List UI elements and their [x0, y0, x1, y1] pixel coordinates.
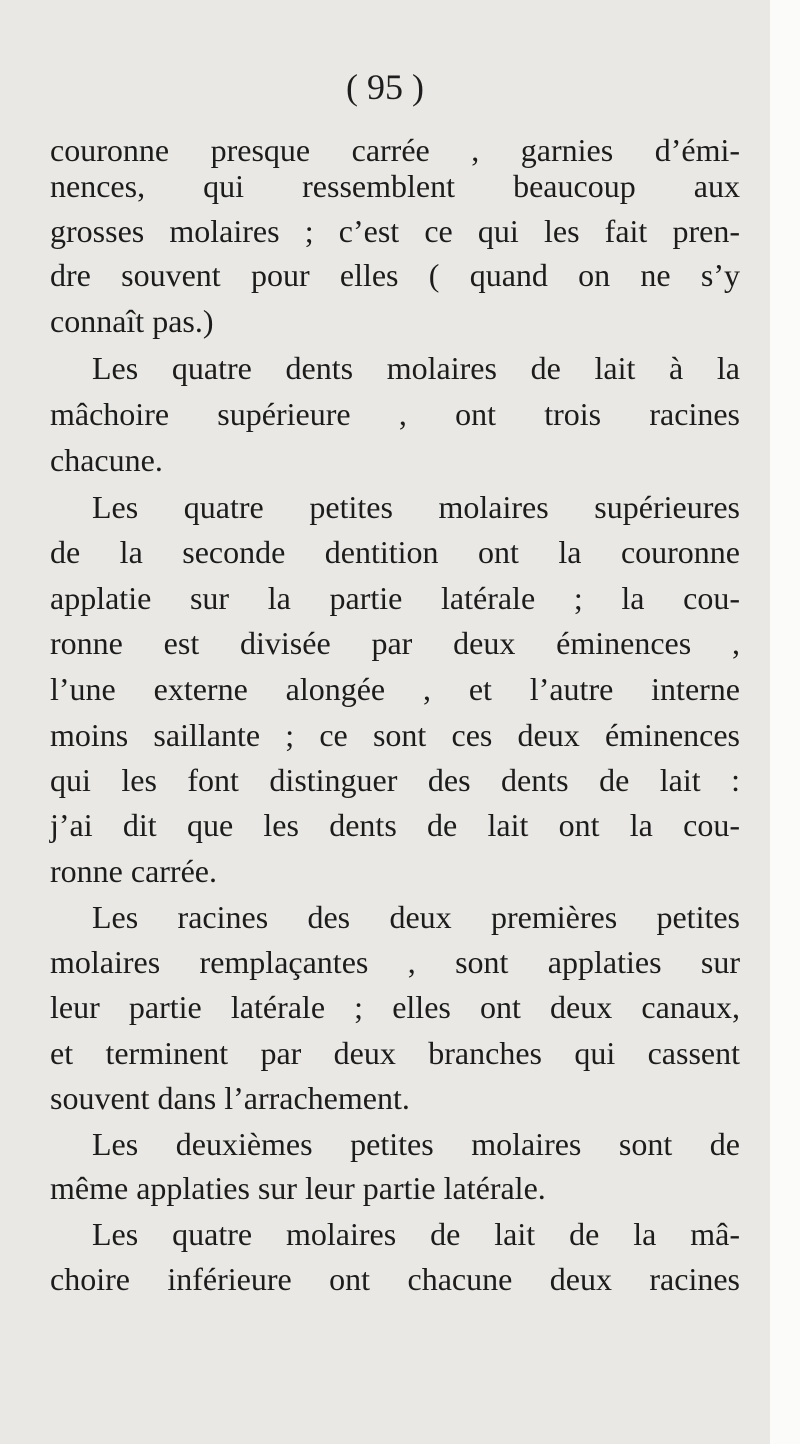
text-line: même applaties sur leur partie latérale.	[50, 1170, 546, 1206]
text-line: couronne presque carrée , garnies d’émi-	[50, 132, 740, 168]
scan-margin	[770, 0, 800, 1444]
text-line: et terminent par deux branches qui cassent	[50, 1035, 740, 1071]
page-number: ( 95 )	[346, 67, 424, 107]
text-line: applatie sur la partie latérale ; la cou-	[50, 580, 740, 616]
text-line: mâchoire supérieure , ont trois racines	[50, 396, 740, 432]
text-line: leur partie latérale ; elles ont deux canaux,	[50, 989, 740, 1025]
text-line: dre souvent pour elles ( quand on ne s’y	[50, 257, 740, 293]
text-line: Les racines des deux premières petites	[92, 899, 740, 935]
text-line: l’une externe alongée , et l’autre interne	[50, 671, 740, 707]
text-line: grosses molaires ; c’est ce qui les fait pren-	[50, 213, 740, 249]
text-line: Les deuxièmes petites molaires sont de	[92, 1126, 740, 1162]
text-line: moins saillante ; ce sont ces deux éminences	[50, 717, 740, 753]
text-line: de la seconde dentition ont la couronne	[50, 534, 740, 570]
text-line: ronne carrée.	[50, 853, 217, 889]
text-line: choire inférieure ont chacune deux racines	[50, 1261, 740, 1297]
text-line: qui les font distinguer des dents de lait :	[50, 762, 740, 798]
text-line: molaires remplaçantes , sont applaties sur	[50, 944, 740, 980]
text-line: nences, qui ressemblent beaucoup aux	[50, 168, 740, 204]
text-line: connaît pas.)	[50, 303, 214, 339]
text-line: Les quatre dents molaires de lait à la	[92, 350, 740, 386]
text-line: chacune.	[50, 442, 163, 478]
text-line: Les quatre molaires de lait de la mâ-	[92, 1216, 740, 1252]
text-line: Les quatre petites molaires supérieures	[92, 489, 740, 525]
text-line: j’ai dit que les dents de lait ont la cou-	[50, 807, 740, 843]
text-line: souvent dans l’arrachement.	[50, 1080, 410, 1116]
text-line: ronne est divisée par deux éminences ,	[50, 625, 740, 661]
